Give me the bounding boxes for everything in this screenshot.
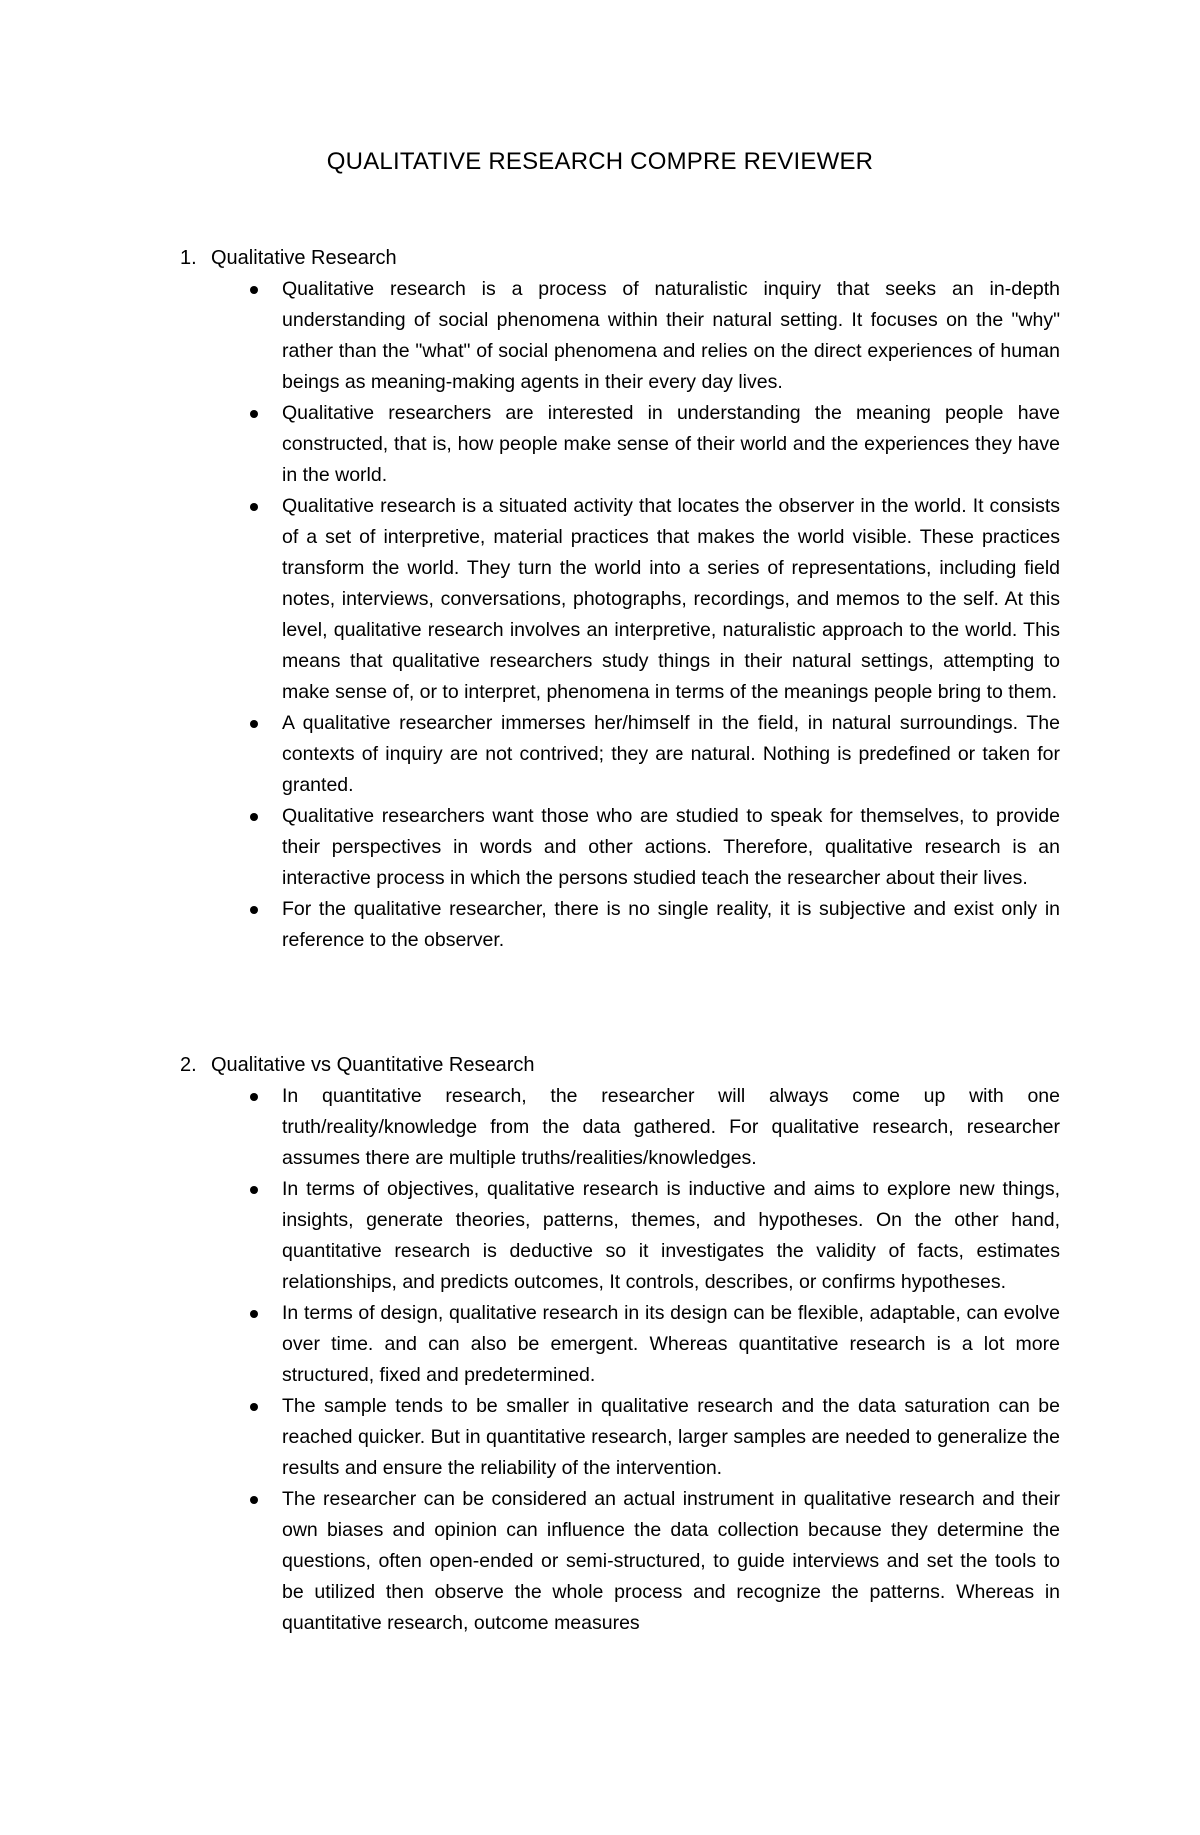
bullet-text: Qualitative researchers want those who are studied to speak for themselves, to provide their perspectives in words and other actions. Therefore, qualitative research is an interactive process in which the persons studied teach the researcher about their lives. (282, 805, 1060, 889)
section-heading (180, 1050, 1060, 1081)
bullet-icon (250, 1496, 258, 1504)
section-number: 1. (180, 247, 197, 269)
bullet-icon (250, 410, 258, 418)
bullet-item (180, 398, 1060, 491)
bullet-icon (250, 286, 258, 294)
bullet-item (180, 708, 1060, 801)
bullet-text: Qualitative researchers are interested in understanding the meaning people have constructed, that is, how people make sense of their world and the experiences they have in the world. (282, 402, 1060, 486)
section-heading (180, 243, 1060, 274)
section-heading-text: Qualitative Research (211, 247, 397, 269)
bullet-text: A qualitative researcher immerses her/himself in the field, in natural surroundings. The contexts of inquiry are not contrived; they are natural. Nothing is predefined or taken for granted. (282, 712, 1060, 796)
bullet-text: In terms of objectives, qualitative research is inductive and aims to explore new things, insights, generate theories, patterns, themes, and hypotheses. On the other hand, quantitative research is deductive so it investigates the validity of facts, estimates relationships, and predicts outcomes, It controls, describes, or confirms hypotheses. (282, 1178, 1060, 1293)
bullet-text: Qualitative research is a situated activity that locates the observer in the world. It consists of a set of interpretive, material practices that makes the world visible. These practices transform the world. They turn the world into a series of representations, including field notes, interviews, conversations, photographs, recordings, and memos to the self. At this level, qualitative research involves an interpretive, naturalistic approach to the world. This means that qualitative researchers study things in their natural settings, attempting to make sense of, or to interpret, phenomena in terms of the meanings people bring to them. (282, 495, 1060, 703)
bullet-text: In quantitative research, the researcher will always come up with one truth/reality/knowledge from the data gathered. For qualitative research, researcher assumes there are multiple truths/realities/knowledges. (282, 1085, 1060, 1169)
bullet-icon (250, 1403, 258, 1411)
document-title: QUALITATIVE RESEARCH COMPRE REVIEWER (326, 148, 874, 175)
bullet-item (180, 1484, 1060, 1639)
bullet-list (180, 274, 1060, 956)
bullet-item (180, 801, 1060, 894)
bullet-item (180, 1298, 1060, 1391)
bullet-item (180, 1174, 1060, 1298)
section-heading-text: Qualitative vs Quantitative Research (211, 1054, 535, 1076)
section-qualitative-vs-quantitative (180, 1050, 1060, 1639)
bullet-item (180, 894, 1060, 956)
bullet-icon (250, 1310, 258, 1318)
section-qualitative-research (180, 243, 1060, 956)
bullet-icon (250, 813, 258, 821)
section-number: 2. (180, 1054, 197, 1076)
bullet-icon (250, 1186, 258, 1194)
bullet-list (180, 1081, 1060, 1639)
bullet-item (180, 1391, 1060, 1484)
bullet-icon (250, 503, 258, 511)
bullet-item (180, 1081, 1060, 1174)
bullet-item (180, 274, 1060, 398)
bullet-text: For the qualitative researcher, there is no single reality, it is subjective and exist only in reference to the observer. (282, 898, 1060, 951)
bullet-icon (250, 906, 258, 914)
bullet-text: In terms of design, qualitative research in its design can be flexible, adaptable, can evolve over time. and can also be emergent. Whereas quantitative research is a lot more structured, fixed and predetermined. (282, 1302, 1060, 1386)
bullet-item (180, 491, 1060, 708)
bullet-icon (250, 1093, 258, 1101)
bullet-text: The sample tends to be smaller in qualitative research and the data saturation can be reached quicker. But in quantitative research, larger samples are needed to generalize the results and ensure the reliability of the intervention. (282, 1395, 1060, 1479)
bullet-text: The researcher can be considered an actual instrument in qualitative research and their own biases and opinion can influence the data collection because they determine the questions, often open-ended or semi-structured, to guide interviews and set the tools to be utilized then observe the whole process and recognize the patterns. Whereas in quantitative research, outcome measures (282, 1488, 1060, 1634)
bullet-text: Qualitative research is a process of naturalistic inquiry that seeks an in-depth understanding of social phenomena within their natural setting. It focuses on the "why" rather than the "what" of social phenomena and relies on the direct experiences of human beings as meaning-making agents in their every day lives. (282, 278, 1060, 393)
bullet-icon (250, 720, 258, 728)
